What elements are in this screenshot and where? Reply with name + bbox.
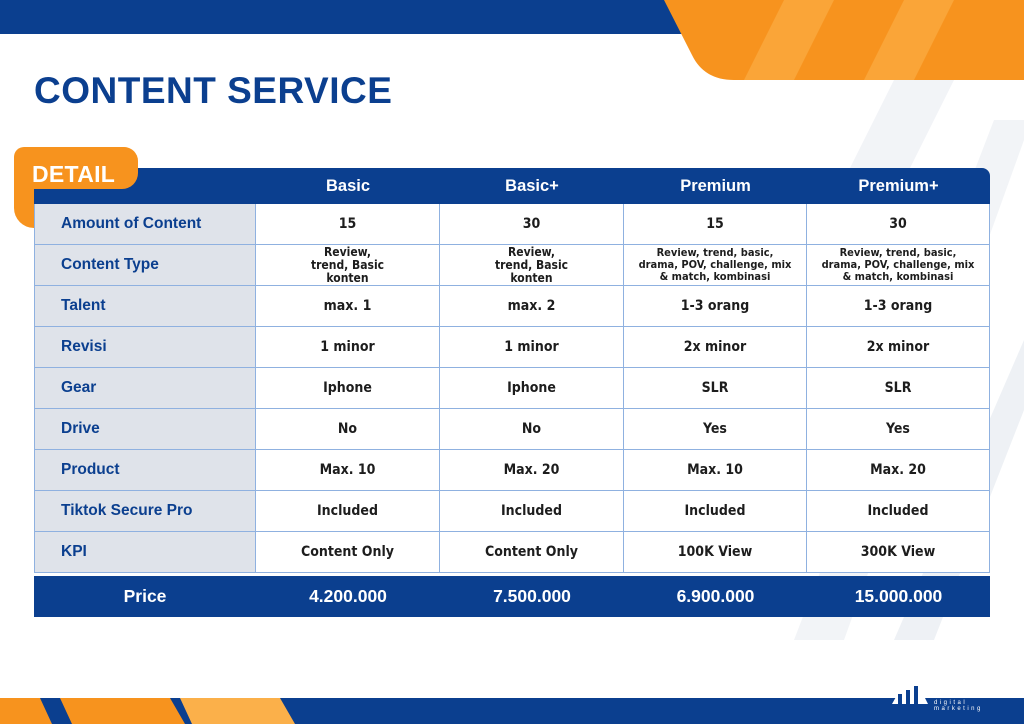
table-cell: Max. 20 [440,450,624,491]
row-label: Gear [34,368,256,409]
row-label: Product [34,450,256,491]
price-value: 4.200.000 [309,586,387,606]
price-label: Price [123,586,167,606]
table-row [34,204,990,245]
table-cell: Included [624,491,807,532]
pricing-table [34,168,990,617]
table-cell: max. 1 [256,286,440,327]
row-label: KPI [34,532,256,573]
table-cell: 30 [440,204,624,245]
table-cell: 2x minor [624,327,807,368]
price-value: 7.500.000 [493,586,571,606]
top-orange-decoration [664,0,1024,80]
table-cell: 1 minor [256,327,440,368]
page-title: CONTENT SERVICE [34,70,393,111]
table-cell: Max. 10 [256,450,440,491]
table-cell: SLR [624,368,807,409]
table-cell: Included [440,491,624,532]
table-cell: Max. 20 [807,450,990,491]
plan-header: Premium [624,168,807,204]
table-cell: Iphone [256,368,440,409]
table-row [34,327,990,368]
table-cell: 1 minor [440,327,624,368]
table-cell: 1-3 orang [624,286,807,327]
table-cell: Review, trend, basic, drama, POV, challenge, mix & match, kombinasi [807,245,990,286]
table-cell: SLR [807,368,990,409]
row-label: Content Type [34,245,256,286]
detail-tag-label: DETAIL [32,161,116,187]
table-cell: Included [256,491,440,532]
plan-header: Premium+ [807,168,990,204]
price-value: 6.900.000 [676,586,755,606]
row-label: Tiktok Secure Pro [34,491,256,532]
table-row [34,532,990,573]
table-cell: 300K View [807,532,990,573]
plan-header: Basic+ [440,168,624,204]
bottom-orange-decoration [0,698,300,724]
table-row [34,491,990,532]
table-cell: Included [807,491,990,532]
table-cell: 2x minor [807,327,990,368]
table-row [34,368,990,409]
logo-subtitle: digital marketing [934,700,983,712]
price-value: 15.000.000 [854,586,943,606]
table-row [34,450,990,491]
logo-mark-icon [890,676,930,706]
table-cell: Yes [624,409,807,450]
table-cell: 100K View [624,532,807,573]
table-row [34,286,990,327]
table-cell: Max. 10 [624,450,807,491]
logo-name: MEA [932,672,992,699]
table-cell: Review, trend, Basic konten [256,245,440,286]
row-label: Talent [34,286,256,327]
table-cell: Review, trend, basic, drama, POV, challenge, mix & match, kombinasi [624,245,807,286]
table-cell: 30 [807,204,990,245]
price-row [34,576,990,617]
table-cell: No [256,409,440,450]
row-label: Drive [34,409,256,450]
row-label: Revisi [34,327,256,368]
mea-logo [890,672,1010,716]
plan-header: Basic [256,168,440,204]
table-cell: Yes [807,409,990,450]
table-cell: No [440,409,624,450]
table-cell: 15 [256,204,440,245]
table-cell: Review, trend, Basic konten [440,245,624,286]
table-cell: max. 2 [440,286,624,327]
table-cell: 1-3 orang [807,286,990,327]
table-cell: Iphone [440,368,624,409]
table-cell: 15 [624,204,807,245]
table-row [34,409,990,450]
row-label: Amount of Content [34,204,256,245]
table-row [34,245,990,286]
table-cell: Content Only [256,532,440,573]
table-cell: Content Only [440,532,624,573]
